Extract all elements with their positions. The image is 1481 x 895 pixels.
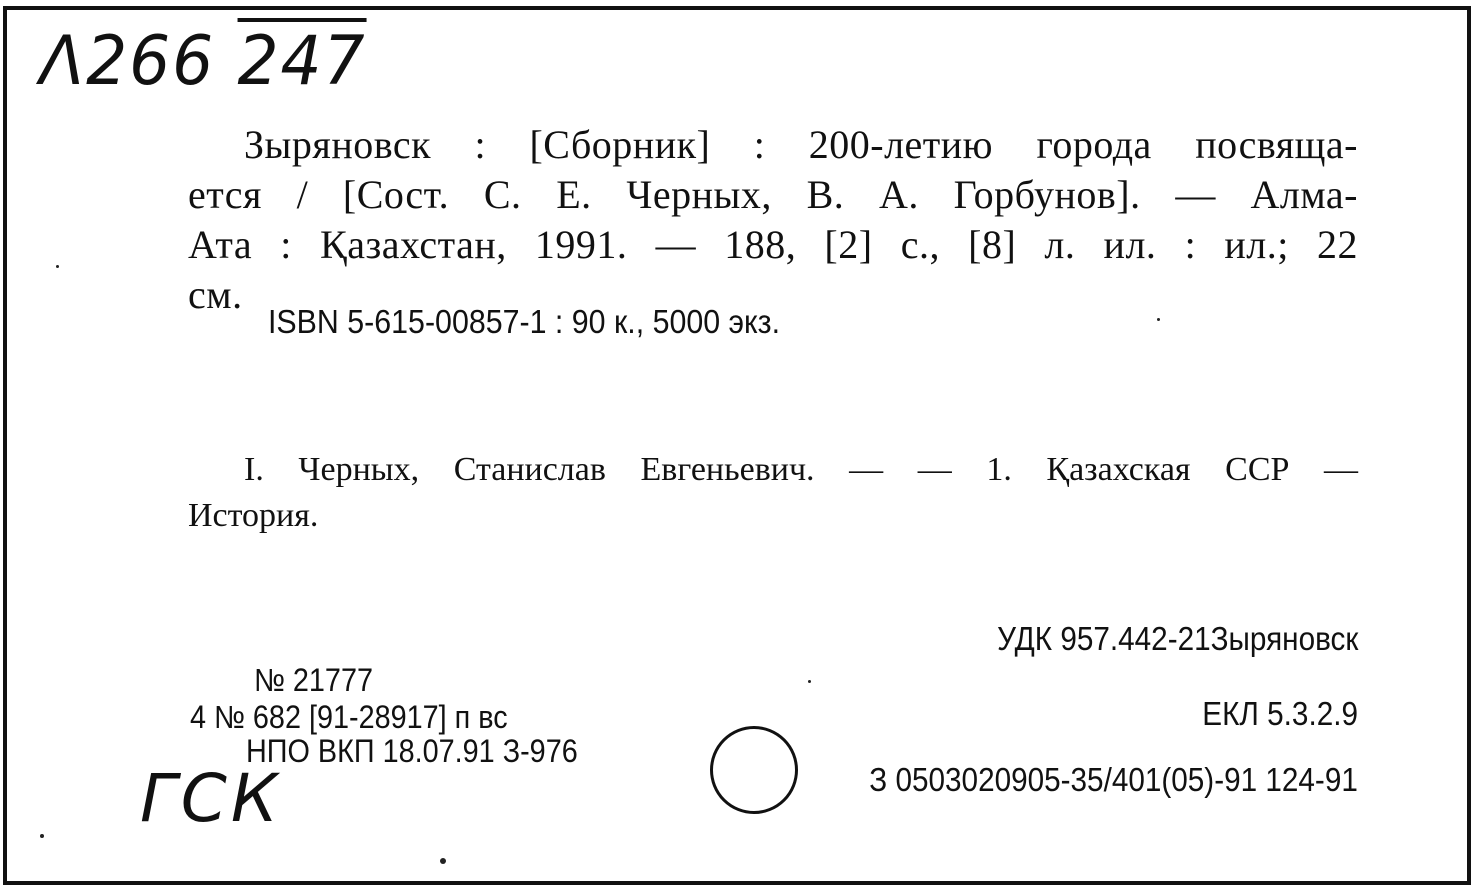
tracings <box>188 447 1358 539</box>
ekl-code: ЕКЛ 5.3.2.9 <box>1202 695 1358 732</box>
circle-stamp-mark <box>710 726 798 814</box>
isbn-line: ISBN 5-615-00857-1 : 90 к., 5000 экз. <box>268 303 781 340</box>
handwritten-gsk: ГСК <box>140 760 282 837</box>
npo-line: НПО ВКП 18.07.91 З-976 <box>246 733 578 769</box>
speck <box>40 834 44 838</box>
tracings-line-2: История. <box>188 497 319 534</box>
print-info: 4 № 682 [91-28917] п вс <box>190 699 508 735</box>
udk-code: УДК 957.442-21Зыряновск <box>996 620 1358 657</box>
speck <box>56 265 59 268</box>
entry-line-3: Ата : Қазахстан, 1991. — 188, [2] с., [8] л. ил. : ил.; 22 <box>188 222 1358 267</box>
entry-line-1: Зыряновск : [Сборник] : 200-летию города посвяща- <box>244 122 1358 167</box>
speck <box>808 680 811 683</box>
shelf-mark-prefix: Λ266 <box>40 22 216 101</box>
entry-line-2: ется / [Сост. С. Е. Черных, В. А. Горбунов]. — Алма- <box>188 172 1358 217</box>
tracings-line-1: I. Черных, Станислав Евгеньевич. — — 1. Қазахская ССР — <box>244 451 1358 488</box>
entry-line-4: см. <box>188 272 243 317</box>
handwritten-shelf-mark <box>40 22 367 101</box>
bibliographic-entry <box>188 120 1358 320</box>
order-number: № 21777 <box>254 662 373 698</box>
speck <box>440 858 446 864</box>
shelf-mark-number: 247 <box>237 22 367 101</box>
publisher-code: З 0503020905-35/401(05)-91 124-91 <box>869 761 1358 798</box>
speck <box>1157 318 1160 321</box>
